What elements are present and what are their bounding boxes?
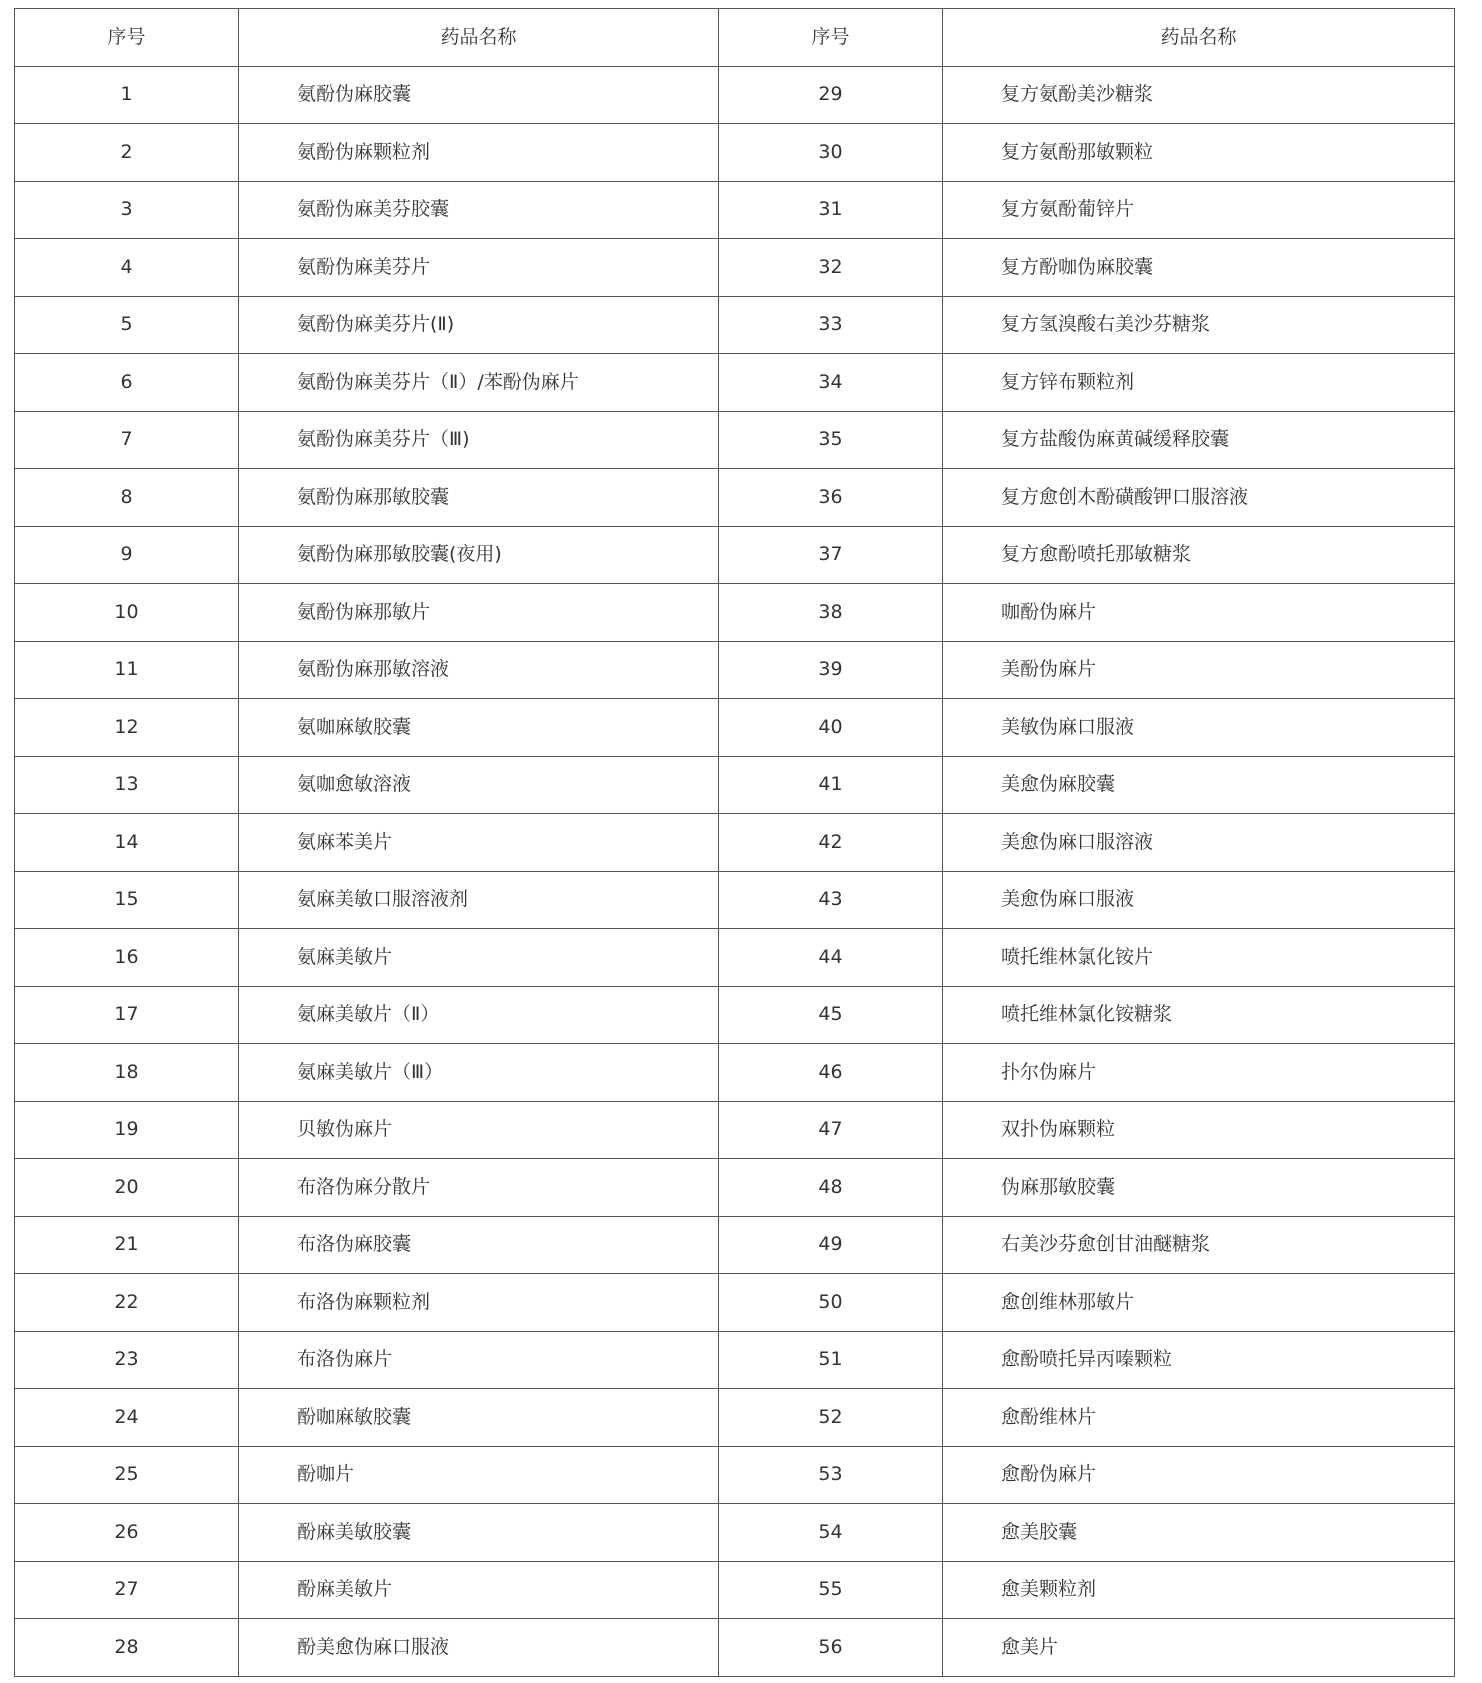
drug-name-cell: 酚咖片 [239, 1446, 719, 1504]
drug-name-cell: 美愈伪麻胶囊 [943, 756, 1455, 814]
drug-name-cell: 氨酚伪麻美芬片 [239, 239, 719, 297]
serial-number-cell: 9 [15, 526, 239, 584]
serial-number-cell: 20 [15, 1159, 239, 1217]
drug-name-cell: 复方愈创木酚磺酸钾口服溶液 [943, 469, 1455, 527]
drug-name-cell: 复方氢溴酸右美沙芬糖浆 [943, 296, 1455, 354]
drug-name-cell: 愈美胶囊 [943, 1504, 1455, 1562]
header-serial-number: 序号 [719, 9, 943, 67]
drug-name-cell: 布洛伪麻胶囊 [239, 1216, 719, 1274]
drug-name-cell: 美敏伪麻口服液 [943, 699, 1455, 757]
serial-number-cell: 43 [719, 871, 943, 929]
serial-number-cell: 27 [15, 1561, 239, 1619]
serial-number-cell: 36 [719, 469, 943, 527]
serial-number-cell: 10 [15, 584, 239, 642]
drug-name-cell: 伪麻那敏胶囊 [943, 1159, 1455, 1217]
drug-name-cell: 贝敏伪麻片 [239, 1101, 719, 1159]
drug-name-cell: 扑尔伪麻片 [943, 1044, 1455, 1102]
drug-name-cell: 氨酚伪麻那敏片 [239, 584, 719, 642]
table-row [15, 814, 1455, 872]
drug-name-cell: 愈酚维林片 [943, 1389, 1455, 1447]
drug-name-cell: 愈酚伪麻片 [943, 1446, 1455, 1504]
table-body [15, 66, 1455, 1676]
drug-name-cell: 愈美片 [943, 1619, 1455, 1677]
drug-name-cell: 酚麻美敏片 [239, 1561, 719, 1619]
table-row [15, 1274, 1455, 1332]
serial-number-cell: 52 [719, 1389, 943, 1447]
table-row [15, 296, 1455, 354]
drug-name-cell: 复方锌布颗粒剂 [943, 354, 1455, 412]
drug-name-cell: 喷托维林氯化铵片 [943, 929, 1455, 987]
drug-name-cell: 氨酚伪麻那敏胶囊(夜用) [239, 526, 719, 584]
serial-number-cell: 13 [15, 756, 239, 814]
serial-number-cell: 42 [719, 814, 943, 872]
drug-name-cell: 愈酚喷托异丙嗪颗粒 [943, 1331, 1455, 1389]
header-row [15, 9, 1455, 67]
drug-name-cell: 氨酚伪麻美芬胶囊 [239, 181, 719, 239]
serial-number-cell: 7 [15, 411, 239, 469]
serial-number-cell: 3 [15, 181, 239, 239]
drug-name-cell: 美愈伪麻口服液 [943, 871, 1455, 929]
drug-name-cell: 氨麻美敏片（Ⅲ） [239, 1044, 719, 1102]
serial-number-cell: 21 [15, 1216, 239, 1274]
drug-name-cell: 氨咖麻敏胶囊 [239, 699, 719, 757]
table-row [15, 699, 1455, 757]
drug-name-cell: 氨酚伪麻美芬片(Ⅱ) [239, 296, 719, 354]
header-drug-name: 药品名称 [943, 9, 1455, 67]
table-row [15, 1446, 1455, 1504]
serial-number-cell: 30 [719, 124, 943, 182]
drug-name-cell: 复方酚咖伪麻胶囊 [943, 239, 1455, 297]
serial-number-cell: 17 [15, 986, 239, 1044]
serial-number-cell: 24 [15, 1389, 239, 1447]
serial-number-cell: 4 [15, 239, 239, 297]
drug-name-cell: 氨酚伪麻那敏胶囊 [239, 469, 719, 527]
drug-name-cell: 复方氨酚葡锌片 [943, 181, 1455, 239]
table-row [15, 239, 1455, 297]
table-row [15, 641, 1455, 699]
drug-name-cell: 氨麻美敏口服溶液剂 [239, 871, 719, 929]
serial-number-cell: 47 [719, 1101, 943, 1159]
serial-number-cell: 6 [15, 354, 239, 412]
drug-name-cell: 酚麻美敏胶囊 [239, 1504, 719, 1562]
table-row [15, 1331, 1455, 1389]
serial-number-cell: 18 [15, 1044, 239, 1102]
table-row [15, 986, 1455, 1044]
table-row [15, 1159, 1455, 1217]
serial-number-cell: 37 [719, 526, 943, 584]
table-row [15, 584, 1455, 642]
serial-number-cell: 5 [15, 296, 239, 354]
table-row [15, 1101, 1455, 1159]
table-row [15, 929, 1455, 987]
serial-number-cell: 28 [15, 1619, 239, 1677]
serial-number-cell: 2 [15, 124, 239, 182]
serial-number-cell: 23 [15, 1331, 239, 1389]
drug-name-cell: 复方盐酸伪麻黄碱缓释胶囊 [943, 411, 1455, 469]
table-row [15, 756, 1455, 814]
serial-number-cell: 15 [15, 871, 239, 929]
serial-number-cell: 50 [719, 1274, 943, 1332]
drug-name-cell: 氨麻苯美片 [239, 814, 719, 872]
serial-number-cell: 39 [719, 641, 943, 699]
drug-name-cell: 酚美愈伪麻口服液 [239, 1619, 719, 1677]
serial-number-cell: 26 [15, 1504, 239, 1562]
table-row [15, 354, 1455, 412]
drug-name-cell: 布洛伪麻分散片 [239, 1159, 719, 1217]
drug-name-cell: 酚咖麻敏胶囊 [239, 1389, 719, 1447]
serial-number-cell: 49 [719, 1216, 943, 1274]
serial-number-cell: 44 [719, 929, 943, 987]
drug-name-cell: 氨咖愈敏溶液 [239, 756, 719, 814]
header-serial-number: 序号 [15, 9, 239, 67]
serial-number-cell: 54 [719, 1504, 943, 1562]
serial-number-cell: 46 [719, 1044, 943, 1102]
serial-number-cell: 55 [719, 1561, 943, 1619]
drug-name-cell: 氨酚伪麻美芬片（Ⅲ) [239, 411, 719, 469]
serial-number-cell: 45 [719, 986, 943, 1044]
table-row [15, 411, 1455, 469]
drug-name-cell: 复方氨酚美沙糖浆 [943, 66, 1455, 124]
serial-number-cell: 12 [15, 699, 239, 757]
serial-number-cell: 51 [719, 1331, 943, 1389]
table-row [15, 181, 1455, 239]
drug-name-cell: 喷托维林氯化铵糖浆 [943, 986, 1455, 1044]
serial-number-cell: 1 [15, 66, 239, 124]
serial-number-cell: 40 [719, 699, 943, 757]
drug-name-cell: 复方氨酚那敏颗粒 [943, 124, 1455, 182]
serial-number-cell: 33 [719, 296, 943, 354]
serial-number-cell: 38 [719, 584, 943, 642]
drug-name-cell: 美愈伪麻口服溶液 [943, 814, 1455, 872]
drug-name-cell: 复方愈酚喷托那敏糖浆 [943, 526, 1455, 584]
drug-name-cell: 双扑伪麻颗粒 [943, 1101, 1455, 1159]
drug-name-cell: 美酚伪麻片 [943, 641, 1455, 699]
serial-number-cell: 56 [719, 1619, 943, 1677]
table-row [15, 1216, 1455, 1274]
serial-number-cell: 48 [719, 1159, 943, 1217]
table-row [15, 469, 1455, 527]
serial-number-cell: 14 [15, 814, 239, 872]
table-row [15, 871, 1455, 929]
drug-name-cell: 咖酚伪麻片 [943, 584, 1455, 642]
drug-name-cell: 氨酚伪麻胶囊 [239, 66, 719, 124]
serial-number-cell: 31 [719, 181, 943, 239]
drug-name-cell: 氨麻美敏片 [239, 929, 719, 987]
drug-name-cell: 氨麻美敏片（Ⅱ） [239, 986, 719, 1044]
table-row [15, 526, 1455, 584]
serial-number-cell: 53 [719, 1446, 943, 1504]
drug-name-cell: 氨酚伪麻颗粒剂 [239, 124, 719, 182]
drug-name-cell: 氨酚伪麻那敏溶液 [239, 641, 719, 699]
serial-number-cell: 8 [15, 469, 239, 527]
serial-number-cell: 16 [15, 929, 239, 987]
serial-number-cell: 19 [15, 1101, 239, 1159]
serial-number-cell: 32 [719, 239, 943, 297]
drug-name-cell: 布洛伪麻片 [239, 1331, 719, 1389]
drug-name-cell: 愈美颗粒剂 [943, 1561, 1455, 1619]
table-row [15, 1561, 1455, 1619]
serial-number-cell: 34 [719, 354, 943, 412]
serial-number-cell: 35 [719, 411, 943, 469]
drug-name-cell: 右美沙芬愈创甘油醚糖浆 [943, 1216, 1455, 1274]
table-row [15, 1389, 1455, 1447]
serial-number-cell: 29 [719, 66, 943, 124]
drug-list-table [14, 8, 1455, 1677]
serial-number-cell: 11 [15, 641, 239, 699]
serial-number-cell: 41 [719, 756, 943, 814]
table-row [15, 1504, 1455, 1562]
table-row [15, 66, 1455, 124]
drug-name-cell: 氨酚伪麻美芬片（Ⅱ）/苯酚伪麻片 [239, 354, 719, 412]
drug-name-cell: 愈创维林那敏片 [943, 1274, 1455, 1332]
table-row [15, 124, 1455, 182]
table-header [15, 9, 1455, 67]
serial-number-cell: 22 [15, 1274, 239, 1332]
serial-number-cell: 25 [15, 1446, 239, 1504]
table-row [15, 1619, 1455, 1677]
header-drug-name: 药品名称 [239, 9, 719, 67]
drug-name-cell: 布洛伪麻颗粒剂 [239, 1274, 719, 1332]
table-row [15, 1044, 1455, 1102]
